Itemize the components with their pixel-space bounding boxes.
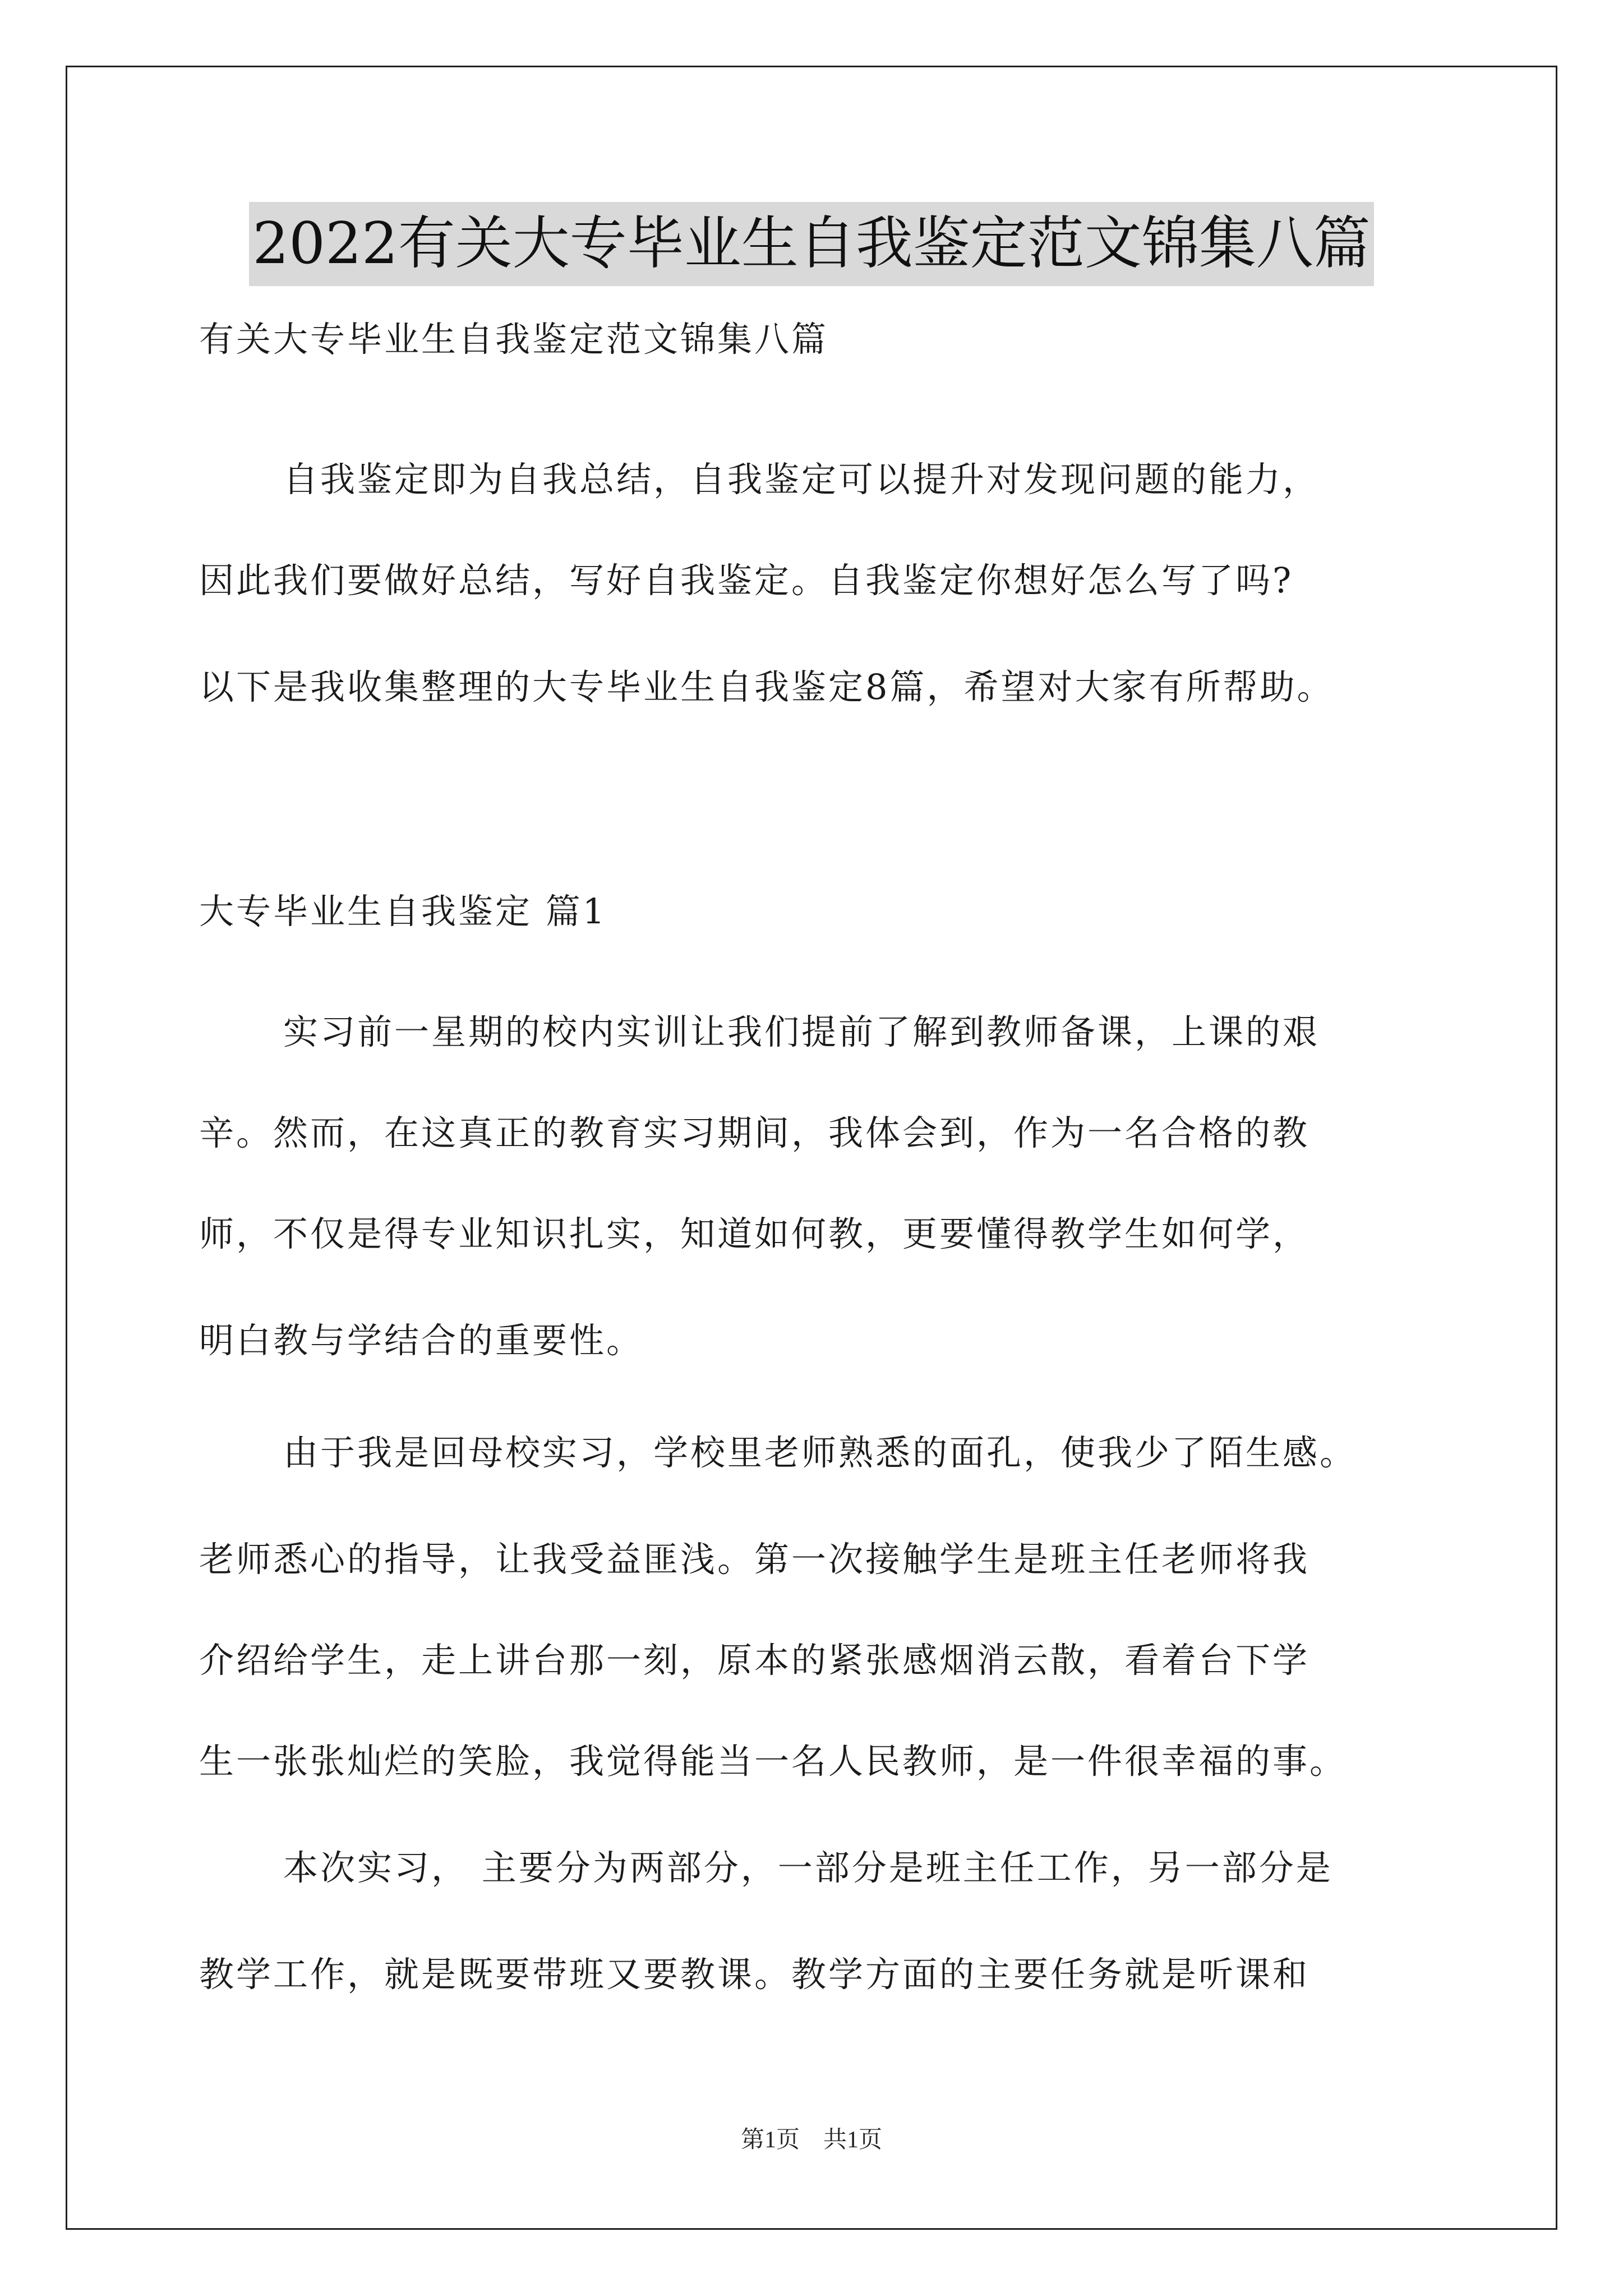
section-heading-1: 大专毕业生自我鉴定 篇1 <box>199 891 607 932</box>
paragraph-2-line-2: 老师悉心的指导，让我受益匪浅。第一次接触学生是班主任老师将我 <box>199 1539 1310 1580</box>
paragraph-3-line-1: 本次实习， 主要分为两部分，一部分是班主任工作，另一部分是 <box>283 1847 1333 1888</box>
subtitle-line: 有关大专毕业生自我鉴定范文锦集八篇 <box>199 319 829 360</box>
paragraph-1-line-2: 辛。然而，在这真正的教育实习期间，我体会到，作为一名合格的教 <box>199 1112 1310 1153</box>
paragraph-3-line-2: 教学工作，就是既要带班又要教课。教学方面的主要任务就是听课和 <box>199 1954 1310 1995</box>
document-title <box>0 202 1623 286</box>
intro-paragraph-line-1: 自我鉴定即为自我总结，自我鉴定可以提升对发现问题的能力， <box>283 459 1320 500</box>
intro-paragraph-line-2: 因此我们要做好总结，写好自我鉴定。自我鉴定你想好怎么写了吗? <box>199 560 1294 601</box>
paragraph-2-line-3: 介绍给学生，走上讲台那一刻，原本的紧张感烟消云散，看着台下学 <box>199 1640 1310 1681</box>
paragraph-2-line-1: 由于我是回母校实习，学校里老师熟悉的面孔，使我少了陌生感。 <box>283 1432 1357 1473</box>
paragraph-1-line-3: 师，不仅是得专业知识扎实，知道如何教，更要懂得教学生如何学， <box>199 1213 1310 1254</box>
page-number-footer: 第1页 共1页 <box>740 2127 882 2153</box>
paragraph-2-line-4: 生一张张灿烂的笑脸，我觉得能当一名人民教师，是一件很幸福的事。 <box>199 1741 1347 1782</box>
intro-paragraph-line-3: 以下是我收集整理的大专毕业生自我鉴定8篇，希望对大家有所帮助。 <box>199 666 1334 707</box>
paragraph-1-line-1: 实习前一星期的校内实训让我们提前了解到教师备课，上课的艰 <box>283 1011 1320 1052</box>
document-title-text: 2022有关大专毕业生自我鉴定范文锦集八篇 <box>249 202 1374 286</box>
paragraph-1-line-4: 明白教与学结合的重要性。 <box>199 1320 644 1361</box>
